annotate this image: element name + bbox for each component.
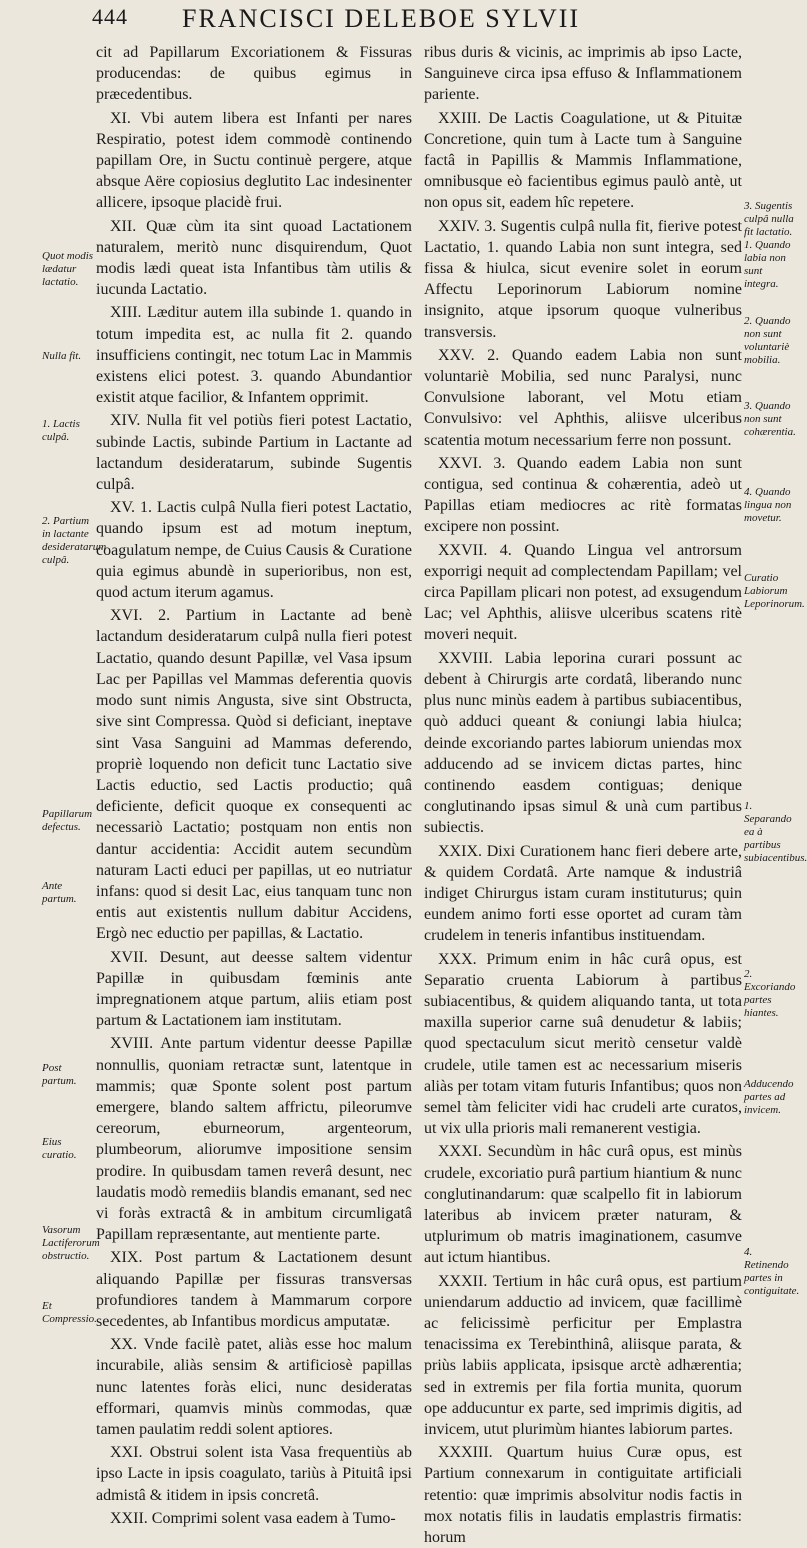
left-text-column: [96, 42, 412, 1527]
paragraph: XII. Quæ cùm ita sint quoad Lactationem naturalem, meritò nunc disquirendum, Quot modis lædi queat ista Infantibus tàm utilis & iucunda Lactatio.: [96, 217, 412, 299]
margin-note: 2. Quando non sunt voluntariè mobilia.: [744, 315, 791, 366]
paragraph: XXIV. 3. Sugentis culpâ nulla fit, fierive potest Lactatio, 1. quando Labia non sunt integra, sed fissa & hiulca, sicut evenire solet in eorum Affectu Leporinorum Labiorum nomine insignito, atque ipsorum quoque vulneribus transversis.: [424, 217, 742, 341]
paragraph: XXIX. Dixi Curationem hanc fieri debere arte, & quidem Cordatâ. Arte namque & industriâ indiget Chirurgus istam curam instituturus; quin eundem animo forti esse oportet ad curam tàm crudelem in teneris infantibus instituendam.: [424, 842, 742, 945]
margin-note: Adducendo partes ad invicem.: [744, 1078, 794, 1116]
paragraph: XVI. 2. Partium in Lactante ad benè lactandum desideratarum culpâ nulla fieri potest Lactatio, quando desunt Papillæ, vel Vasa ipsum Lac per Papillas vel Mammas deferentia quovis modo sunt nimis Angusta, sive sint Obstructa, sive sint Compressa. Quòd si deficiant, ineptave sint Vasa Sanguini ad Mammas deferendo, propriè loquendo non deficit tunc Lactatio sive Lactis eductio, sed Lactis productio; quâ deficiente, deficit quoque ex consequenti ac necessariò Lactatio; postquam non entis non dantur accidentia: Accidit autem secundùm naturam Lacti educi per papillas, ut eo nutriatur infans: quod si desit Lac, eius tanquam tunc non entis aut existentis nullum dabitur Accidens, Ergò nec eductio per papillas, & Lactatio.: [96, 607, 412, 943]
paragraph: XXVIII. Labia leporina curari possunt ac debent à Chirurgis arte cordatâ, liberando nunc plus nunc minùs eadem à partibus subiacentibus, quò adduci queant & coniungi labia hiulca; deinde excoriando partes labiorum uniendas mox adducendo ad se invicem dictas partes, hinc continendo easdem contiguas; denique conglutinando ipsas simul & unà cum partibus subiectis.: [424, 649, 742, 837]
paragraph: XVIII. Ante partum videntur deesse Papillæ nonnullis, quoniam retractæ sunt, latentque in mammis; quæ Sponte solent post partum emergere, blando saltem affrictu, pileorumve cereorum, eburneorum, argenteorum, plumbeorum, aliorumve impositione sensim prodire. In quibusdam tamen reverâ desunt, nec laudatis modò remediis blandis emanant, sed nec vi foràs extractâ & in ambitum circumligatâ Papillam repræsentante, aut mentiente parte.: [96, 1035, 412, 1244]
paragraph: XXV. 2. Quando eadem Labia non sunt voluntariè Mobilia, sed nunc Paralysi, nunc Convulsione laborant, vel Motu etiam Convulsivo: vel Aphthis, aliisve ulceribus scatentia motum necessarium ferre non possunt.: [424, 346, 742, 449]
paragraph: XX. Vnde facilè patet, aliàs esse hoc malum incurabile, aliàs sensim & artificiosè papillas nunc latentes foràs elici, nunc desideratas efformari, quamvis minùs commodas, quæ tamen paulatim reddi solent aptiores.: [96, 1336, 412, 1438]
page-number: 444: [92, 4, 128, 29]
paragraph: XXXIII. Quartum huius Curæ opus, est Partium connexarum in contiguitate artificiali retentio: quæ imprimis absolvitur nodis factis in mox notatis filis in laudatis emplastris firmatis: horum: [424, 1444, 742, 1547]
margin-note: 3. Sugentis culpâ nulla fit lactatio. 1. Quando labia non sunt integra.: [744, 200, 794, 290]
margin-note: Quot modis lædatur lactatio.: [42, 250, 94, 288]
paragraph: XXX. Primum enim in hâc curâ opus, est Separatio cruenta Labiorum à partibus subiacentibus, & quidem aliquando tanta, ut tota maxilla superior carne suâ denudetur & labiis; quod spectaculum sicut meritò censetur valdè crudele, utile tamen est ac necessarium miseris aliàs per totam vitam futuris Infantibus; quos non semel tàm feliciter vidi hac crudeli arte curatos, ut vix ulla prioris mali remanerent vestigia.: [424, 950, 742, 1138]
margin-note: 4. Retinendo partes in contiguitate.: [744, 1246, 800, 1297]
paragraph: XXXII. Tertium in hâc curâ opus, est partium uniendarum adductio ad invicem, quæ facillimè ac felicissimè perficitur per Emplastra tenacissima ex Terebinthinâ, aliisque parata, & priùs labiis applicata, ipsisque arctè adhærentia; sed in extremis per fila fortia munita, quorum ope adducuntur ex parte, sed imprimis digitis, ad invicem, utut plurimùm hiantes labiorum partes.: [424, 1272, 742, 1438]
running-title: FRANCISCI DELEBOE SYLVII: [182, 4, 581, 33]
paragraph: XXVI. 3. Quando eadem Labia non sunt contigua, sed continua & cohærentia, adeò ut Papillas etiam mediocres ac ritè formatas excipere non possint.: [424, 454, 742, 536]
margin-note: Ante partum.: [42, 880, 77, 905]
margin-note: Eius curatio.: [42, 1136, 77, 1161]
margin-note: 3. Quando non sunt cohærentia.: [744, 400, 796, 438]
margin-note: 2. Partium in lactante desideratarum culpâ.: [42, 515, 107, 566]
margin-note: Curatio Labiorum Leporinorum.: [744, 572, 805, 610]
paragraph: cit ad Papillarum Excoriationem & Fissuras producendas: de quibus egimus in præcedentibus.: [96, 44, 412, 104]
margin-note: Nulla fit.: [42, 350, 82, 362]
margin-note: Papillarum defectus.: [42, 808, 93, 833]
paragraph: XIII. Læditur autem illa subinde 1. quando in totum impedita est, ac nulla fit 2. quando insufficiens contingit, nec totum Lac in Mammis existens elici potest. 3. quando Abundantior existit atque facilior, & Infantem opprimit.: [96, 304, 412, 407]
paragraph: XXXI. Secundùm in hâc curâ opus, est minùs crudele, excoriatio purâ partium hiantium & nunc conglutinandarum: quæ scalpello fit in labiorum lateribus ab invicem præter naturam, & utplurimum ob matris imaginationem, casumve aut ictum hiantibus.: [424, 1143, 742, 1267]
paragraph: XXII. Comprimi solent vasa eadem à Tumo-: [110, 1509, 396, 1527]
paragraph: XI. Vbi autem libera est Infanti per nares Respiratio, potest idem commodè continendo papillam Ore, in Suctu continuè pergere, atque absque Aëre copiosius deglutito Lac indesinenter allicere, ipsoque placidè frui.: [96, 109, 412, 212]
right-text-column: [424, 42, 742, 1547]
paragraph: XVII. Desunt, aut deesse saltem videntur Papillæ in quibusdam fœminis ante impregnationem atque partum, aliis etiam post partum & Lactationem iam institutam.: [96, 948, 412, 1030]
margin-note: Et Compressio.: [42, 1300, 97, 1325]
paragraph: XXIII. De Lactis Coagulatione, ut & Pituitæ Concretione, quin tum à Lacte tum à Sanguine factâ in Papillis & Mammis Inflammatione, omnibusque eò facientibus egimus paulò antè, ut non opus sit, eadem hîc repetere.: [424, 109, 742, 212]
page-header: [92, 4, 732, 40]
paragraph: XXI. Obstrui solent ista Vasa frequentiùs ab ipso Lacte in ipsis coagulato, tariùs à Pituitâ ipsi admistâ & itidem in ipsis concretâ.: [96, 1444, 412, 1504]
margin-note: 1. Lactis culpâ.: [42, 418, 80, 443]
margin-note: 4. Quando lingua non movetur.: [744, 486, 792, 524]
paragraph: XIX. Post partum & Lactationem desunt aliquando Papillæ per fissuras transversas profundiores tandem à Mammarum corpore secedentes, ab Infantibus mordicus amputatæ.: [96, 1249, 412, 1330]
paragraph: ribus duris & vicinis, ac imprimis ab ipso Lacte, Sanguineve circa ipsa effuso & Inflammationem pariente.: [424, 44, 742, 104]
paragraph: XV. 1. Lactis culpâ Nulla fieri potest Lactatio, quando ipsum est ad motum ineptum, coagulatum nempe, de Cuius Causis & Curatione quia egimus abundè in superioribus, non est, quod actum iterum agamus.: [96, 499, 412, 602]
paragraph: XXVII. 4. Quando Lingua vel antrorsum exporrigi nequit ad complectendam Papillam; vel circa Papillam plicari non potest, ad exsugendum Lac; vel Aphthis, aliisve ulceribus scatens ritè moveri nequit.: [424, 541, 742, 644]
margin-note: Vasorum Lactiferorum obstructio.: [42, 1224, 100, 1262]
margin-note: Post partum.: [42, 1062, 77, 1087]
margin-note: 1. Separando ea à partibus subiacentibus.: [744, 800, 807, 864]
paragraph: XIV. Nulla fit vel potiùs fieri potest Lactatio, subinde Lactis, subinde Partium in Lactante ad lactandum desideratarum, subinde Sugentis culpâ.: [96, 412, 412, 494]
margin-note: 2. Excoriando partes hiantes.: [744, 968, 796, 1019]
